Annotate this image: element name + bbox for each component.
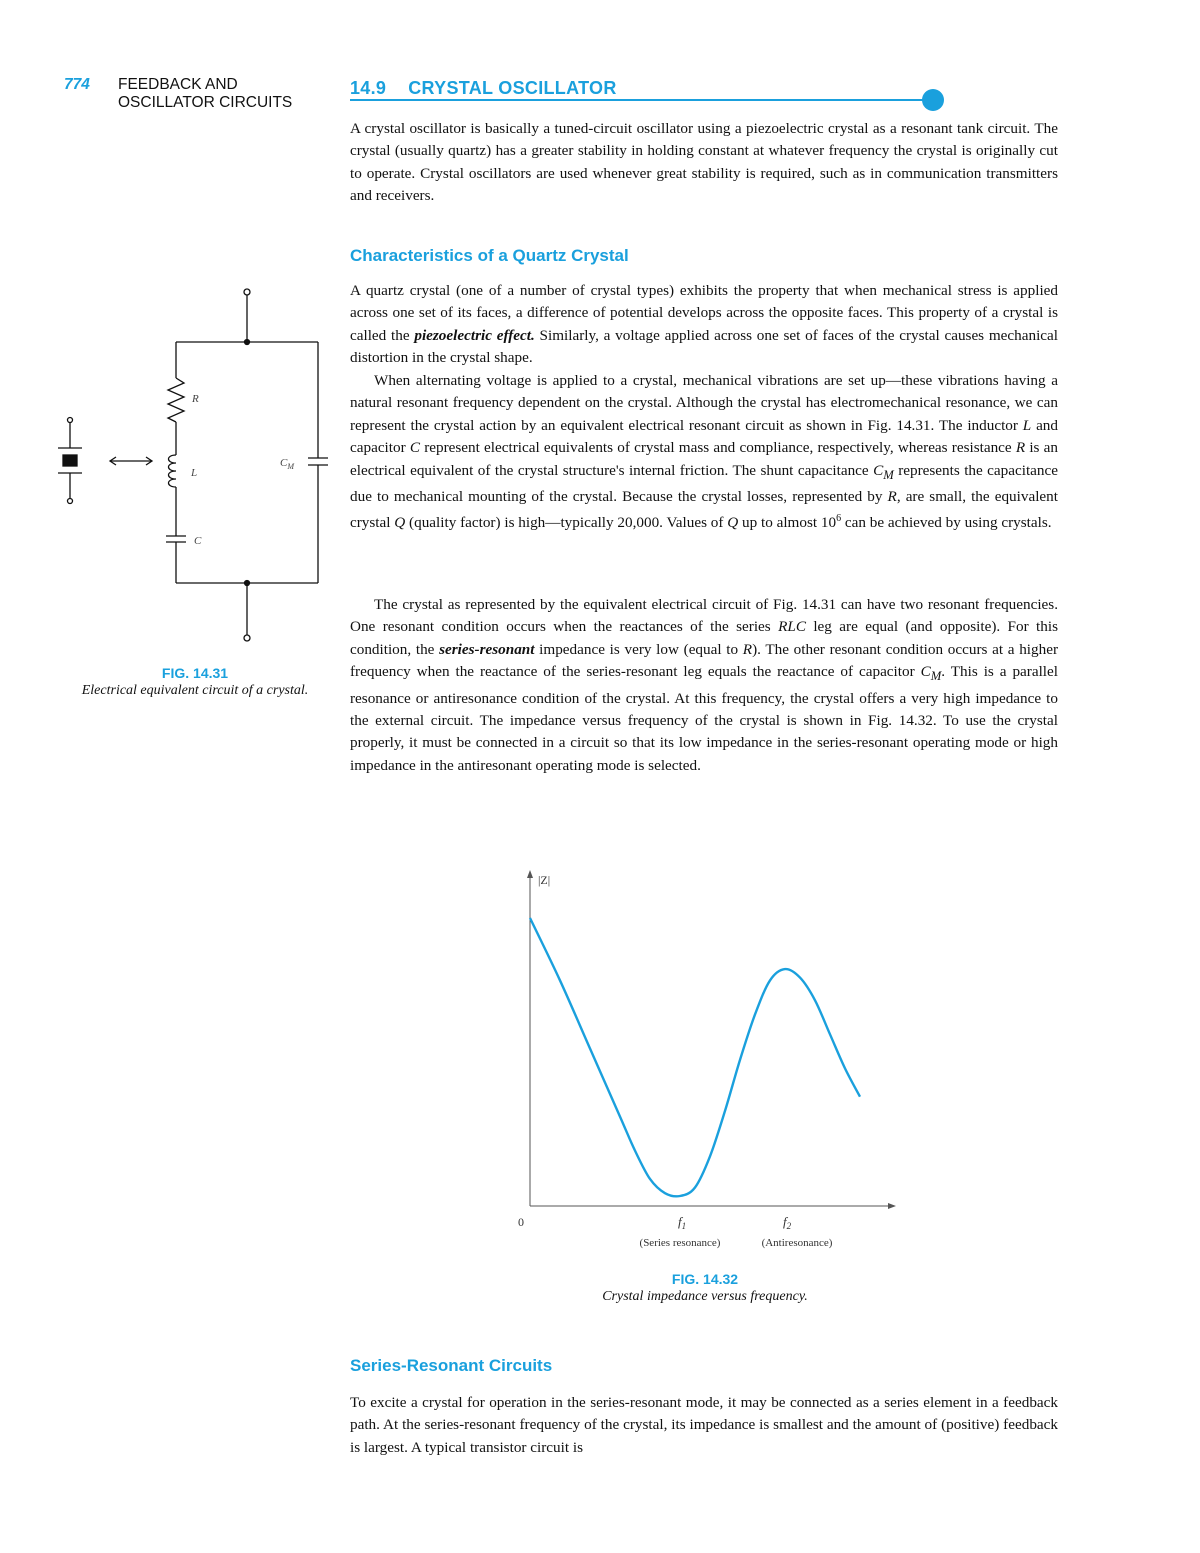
symbol-Q: Q <box>727 514 739 532</box>
intro-paragraph: A crystal oscillator is basically a tuned-circuit oscillator using a piezoelectric crystal as a resonant tank circuit. The crystal (usually quartz) has a greater stability in holding constant at whatever frequency the crystal is originally cut to operate. Crystal oscillators are used whenever great stability is required, such as in communication transmitters and receivers. <box>350 120 1058 205</box>
text-run: represent electrical equivalents of crystal mass and compliance, respectively, whereas resistance <box>420 439 1016 457</box>
symbol-L: L <box>1022 416 1032 434</box>
crystal-icon <box>63 455 77 466</box>
fig-14-32-text: Crystal impedance versus frequency. <box>602 1289 808 1304</box>
terminal-bottom <box>244 635 250 641</box>
subsection-heading-series-resonant: Series-Resonant Circuits <box>350 1356 553 1375</box>
exponent: 6 <box>836 513 842 525</box>
fig-14-31-text: Electrical equivalent circuit of a crystal. <box>81 683 309 698</box>
symbol-CM: C <box>873 461 884 479</box>
symbol-Q: Q <box>394 514 406 532</box>
symbol-CM: C <box>920 663 931 681</box>
term-piezoelectric: piezoelectric effect. <box>414 326 535 344</box>
terminal-top <box>244 289 250 295</box>
symbol-R: R <box>887 488 897 506</box>
label-C: C <box>194 535 202 547</box>
text-run: and capacitor <box>350 416 1058 457</box>
text-run: represents the capacitance due to mechanical mounting of the crystal. Because the crystal losses, represented by <box>350 461 1058 506</box>
fig-14-32-caption <box>560 1270 850 1306</box>
text-run: Similarly, a voltage applied across one set of faces of the crystal causes mechanical distortion in the crystal shape. <box>350 326 1058 367</box>
text-run: leg are equal (and opposite). For this condition, the <box>350 618 1058 658</box>
quartz-paragraph-3 <box>350 594 1058 777</box>
section-number: 14.9 <box>350 78 387 98</box>
quartz-paragraph-1 <box>350 280 1058 370</box>
quartz-paragraph-2 <box>350 370 1058 535</box>
text-run: can be achieved by using crystals. <box>841 514 1052 532</box>
y-axis-arrow-icon <box>527 870 533 878</box>
text-run: A quartz crystal (one of a number of crystal types) exhibits the property that when mechanical stress is applied across one set of its faces, a difference of potential develops across the opposite faces. This property of a crystal is called the <box>350 282 1058 344</box>
inductor-L <box>169 455 177 487</box>
term-series-resonant: series-resonant <box>439 640 535 658</box>
text-run: . This is a parallel resonance or antiresonance condition of the crystal. At this frequency, the crystal offers a very high impedance to the external circuit. The impedance versus frequency of the crystal is shown in Fig. 14.32. To use the crystal properly, it must be connected in a circuit so that its low impedance in the series-resonant operating mode or high impedance in the antiresonant operating mode is selected. <box>350 663 1058 774</box>
label-L: L <box>191 467 198 479</box>
running-head-line1: FEEDBACK AND <box>118 76 238 93</box>
symbol-R: R <box>742 640 753 658</box>
y-axis-label: |Z| <box>538 873 551 887</box>
text-run: , are small, the equivalent crystal <box>350 488 1058 532</box>
section-title <box>350 78 617 99</box>
title-rule <box>350 99 932 101</box>
impedance-curve <box>530 918 860 1196</box>
text-run: ). The other resonant condition occurs at a higher frequency when the reactance of the series-resonant leg equals the reactance of capacitor <box>350 640 1058 681</box>
symbol-CM-sub: M <box>930 669 942 684</box>
tick-f2-note: (Antiresonance) <box>761 1237 833 1249</box>
symbol-CM-sub: M <box>883 467 894 482</box>
symbol-RLC: RLC <box>778 618 806 636</box>
fig-14-31-label: FIG. 14.31 <box>161 665 229 681</box>
running-head-line2: OSCILLATOR CIRCUITS <box>118 94 293 111</box>
subsection-heading-quartz: Characteristics of a Quartz Crystal <box>350 246 629 265</box>
tick-f1-note: (Series resonance) <box>639 1237 721 1249</box>
page-number: 774 <box>64 76 90 93</box>
fig-14-32-chart <box>500 862 900 1262</box>
tick-f1: $f_1$ <box>678 1214 687 1231</box>
label-R: R <box>192 393 199 405</box>
title-dot <box>922 89 944 111</box>
section-title-text: CRYSTAL OSCILLATOR <box>408 78 617 98</box>
running-head-text <box>118 76 292 112</box>
tick-f2: $f_2$ <box>783 1214 792 1231</box>
resistor-R <box>168 378 184 422</box>
x-axis-arrow-icon <box>888 1203 896 1209</box>
series-resonant-paragraph: To excite a crystal for operation in the series-resonant mode, it may be connected as a series element in a feedback path. At the series-resonant frequency of the crystal, its impedance is smallest and the amount of (positive) feedback is largest. A typical transistor circuit is <box>350 1394 1058 1456</box>
fig-14-31-caption <box>64 664 326 700</box>
text-run: impedance is very low (equal to <box>534 640 743 658</box>
symbol-C: C <box>409 439 420 457</box>
fig-14-31-circuit <box>50 280 340 650</box>
text-run: When alternating voltage is applied to a crystal, mechanical vibrations are set up—these vibrations having a natural resonant frequency dependent on the crystal. Although the crystal has electromechanical resonance, we can represent the crystal action by an equivalent electrical resonant circuit as shown in Fig. 14.31. The inductor <box>350 372 1058 434</box>
text-run: The crystal as represented by the equivalent electrical circuit of Fig. 14.31 can have two resonant frequencies. One resonant condition occurs when the reactances of the series <box>350 596 1058 636</box>
text-run: is an electrical equivalent of the crystal structure's internal friction. The shunt capacitance <box>350 439 1058 479</box>
fig-14-32-label: FIG. 14.32 <box>671 1271 739 1287</box>
origin-label: 0 <box>518 1215 524 1229</box>
text-run: up to almost 10 <box>738 514 837 532</box>
label-CM: $C_M$ <box>280 457 295 471</box>
text-run: (quality factor) is high—typically 20,000. Values of <box>405 514 728 532</box>
symbol-R: R <box>1015 439 1026 457</box>
